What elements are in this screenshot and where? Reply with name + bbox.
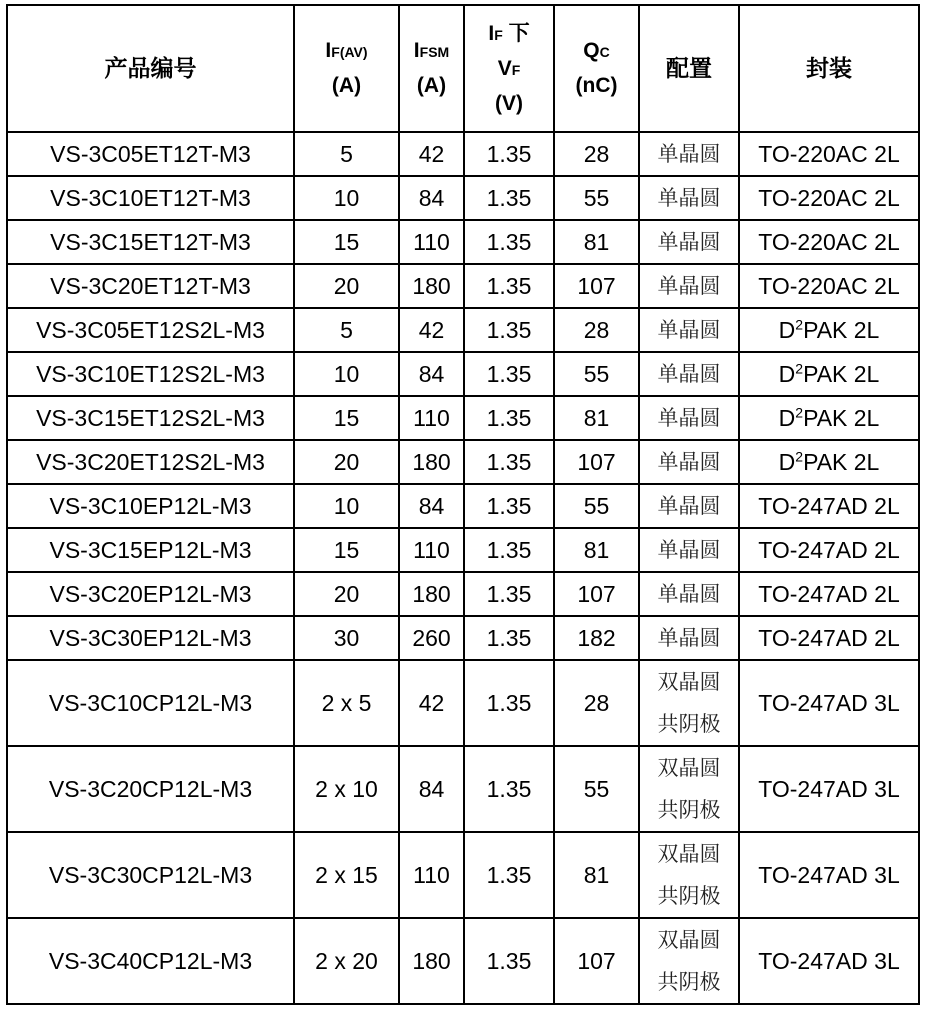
- table-row: [7, 220, 919, 264]
- cell-configuration: [639, 746, 739, 832]
- cell-vf: 1.35: [464, 746, 554, 832]
- table-row: [7, 176, 919, 220]
- header-vf: IF 下 VF (V): [464, 5, 554, 132]
- cell-if-av: 15: [294, 220, 399, 264]
- header-row: [7, 5, 919, 132]
- header-package: 封装: [739, 5, 919, 132]
- cell-configuration: [639, 484, 739, 528]
- package-superscript: 2: [795, 403, 804, 420]
- cell-qc: 81: [554, 528, 639, 572]
- cell-if-av: 20: [294, 264, 399, 308]
- configuration-line: 共阴极: [657, 712, 721, 736]
- cell-vf: 1.35: [464, 132, 554, 176]
- table-row: [7, 440, 919, 484]
- cell-configuration: [639, 132, 739, 176]
- cell-configuration: [639, 220, 739, 264]
- package-text: TO-247AD 3L: [758, 861, 900, 888]
- cell-package: [739, 528, 919, 572]
- cell-qc: 81: [554, 832, 639, 918]
- table-row: [7, 484, 919, 528]
- configuration-line: 单晶圆: [657, 450, 721, 474]
- cell-vf: 1.35: [464, 220, 554, 264]
- package-text: D: [778, 316, 796, 343]
- configuration-line: 双晶圆: [657, 928, 721, 952]
- cell-if-av: 15: [294, 528, 399, 572]
- configuration-line: 单晶圆: [657, 362, 721, 386]
- table-row: [7, 264, 919, 308]
- configuration-line: 双晶圆: [657, 842, 721, 866]
- cell-vf: 1.35: [464, 352, 554, 396]
- cell-package: [739, 484, 919, 528]
- cell-package: [739, 220, 919, 264]
- cell-if-av: 2 x 5: [294, 660, 399, 746]
- cell-part-number: VS-3C10EP12L-M3: [7, 484, 294, 528]
- cell-ifsm: 180: [399, 572, 464, 616]
- table-row: [7, 746, 919, 832]
- package-superscript: 2: [795, 447, 804, 464]
- cell-qc: 107: [554, 440, 639, 484]
- cell-configuration: [639, 660, 739, 746]
- cell-ifsm: 42: [399, 132, 464, 176]
- cell-ifsm: 84: [399, 484, 464, 528]
- cell-qc: 28: [554, 660, 639, 746]
- configuration-line: 共阴极: [657, 884, 721, 908]
- cell-part-number: VS-3C10ET12S2L-M3: [7, 352, 294, 396]
- cell-if-av: 15: [294, 396, 399, 440]
- cell-ifsm: 42: [399, 308, 464, 352]
- table-row: [7, 352, 919, 396]
- cell-package: [739, 746, 919, 832]
- package-text: TO-220AC 2L: [758, 228, 900, 255]
- configuration-line: 单晶圆: [657, 582, 721, 606]
- cell-configuration: [639, 440, 739, 484]
- header-part-number: 产品编号: [7, 5, 294, 132]
- cell-ifsm: 260: [399, 616, 464, 660]
- cell-configuration: [639, 308, 739, 352]
- cell-if-av: 2 x 15: [294, 832, 399, 918]
- cell-qc: 81: [554, 396, 639, 440]
- cell-vf: 1.35: [464, 918, 554, 1004]
- configuration-line: 双晶圆: [657, 670, 721, 694]
- cell-package: [739, 176, 919, 220]
- cell-configuration: [639, 616, 739, 660]
- cell-vf: 1.35: [464, 308, 554, 352]
- cell-ifsm: 110: [399, 220, 464, 264]
- cell-ifsm: 180: [399, 440, 464, 484]
- cell-part-number: VS-3C05ET12S2L-M3: [7, 308, 294, 352]
- cell-package: [739, 264, 919, 308]
- cell-qc: 182: [554, 616, 639, 660]
- cell-qc: 55: [554, 746, 639, 832]
- cell-configuration: [639, 918, 739, 1004]
- table-row: [7, 616, 919, 660]
- cell-part-number: VS-3C10CP12L-M3: [7, 660, 294, 746]
- cell-part-number: VS-3C05ET12T-M3: [7, 132, 294, 176]
- header-configuration: 配置: [639, 5, 739, 132]
- table-row: [7, 528, 919, 572]
- table-row: [7, 572, 919, 616]
- cell-qc: 28: [554, 132, 639, 176]
- cell-ifsm: 180: [399, 918, 464, 1004]
- cell-part-number: VS-3C15ET12T-M3: [7, 220, 294, 264]
- cell-part-number: VS-3C15EP12L-M3: [7, 528, 294, 572]
- cell-vf: 1.35: [464, 440, 554, 484]
- table-row: [7, 918, 919, 1004]
- cell-part-number: VS-3C20CP12L-M3: [7, 746, 294, 832]
- table-row: [7, 832, 919, 918]
- cell-if-av: 10: [294, 352, 399, 396]
- package-text: D: [778, 360, 796, 387]
- cell-part-number: VS-3C20ET12T-M3: [7, 264, 294, 308]
- cell-package: [739, 132, 919, 176]
- configuration-line: 双晶圆: [657, 756, 721, 780]
- package-text: TO-247AD 3L: [758, 775, 900, 802]
- configuration-line: 单晶圆: [657, 318, 721, 342]
- cell-ifsm: 110: [399, 528, 464, 572]
- cell-vf: 1.35: [464, 660, 554, 746]
- cell-part-number: VS-3C20ET12S2L-M3: [7, 440, 294, 484]
- package-text: TO-247AD 2L: [758, 536, 900, 563]
- cell-if-av: 2 x 10: [294, 746, 399, 832]
- table-body: [7, 132, 919, 1004]
- table-row: [7, 396, 919, 440]
- cell-ifsm: 84: [399, 746, 464, 832]
- cell-if-av: 5: [294, 308, 399, 352]
- cell-vf: 1.35: [464, 484, 554, 528]
- package-text: TO-220AC 2L: [758, 184, 900, 211]
- cell-qc: 28: [554, 308, 639, 352]
- package-text: TO-247AD 2L: [758, 580, 900, 607]
- cell-if-av: 5: [294, 132, 399, 176]
- cell-ifsm: 84: [399, 352, 464, 396]
- package-text: PAK 2L: [803, 404, 880, 431]
- header-ifsm: IFSM (A): [399, 5, 464, 132]
- cell-package: [739, 352, 919, 396]
- table-row: [7, 308, 919, 352]
- cell-vf: 1.35: [464, 264, 554, 308]
- cell-part-number: VS-3C40CP12L-M3: [7, 918, 294, 1004]
- cell-package: [739, 308, 919, 352]
- configuration-line: 单晶圆: [657, 274, 721, 298]
- cell-vf: 1.35: [464, 572, 554, 616]
- cell-package: [739, 440, 919, 484]
- cell-qc: 55: [554, 352, 639, 396]
- product-spec-table: [6, 4, 920, 1005]
- cell-configuration: [639, 528, 739, 572]
- cell-configuration: [639, 176, 739, 220]
- cell-if-av: 20: [294, 572, 399, 616]
- cell-vf: 1.35: [464, 616, 554, 660]
- configuration-line: 单晶圆: [657, 406, 721, 430]
- cell-part-number: VS-3C15ET12S2L-M3: [7, 396, 294, 440]
- cell-ifsm: 84: [399, 176, 464, 220]
- cell-package: [739, 660, 919, 746]
- cell-vf: 1.35: [464, 832, 554, 918]
- cell-qc: 81: [554, 220, 639, 264]
- cell-if-av: 20: [294, 440, 399, 484]
- table-row: [7, 660, 919, 746]
- package-text: TO-220AC 2L: [758, 272, 900, 299]
- cell-package: [739, 572, 919, 616]
- cell-if-av: 10: [294, 484, 399, 528]
- package-text: TO-247AD 3L: [758, 689, 900, 716]
- header-if-av: IF(AV) (A): [294, 5, 399, 132]
- cell-package: [739, 396, 919, 440]
- package-text: D: [778, 448, 796, 475]
- cell-package: [739, 616, 919, 660]
- package-text: D: [778, 404, 796, 431]
- cell-ifsm: 110: [399, 396, 464, 440]
- cell-ifsm: 42: [399, 660, 464, 746]
- cell-configuration: [639, 396, 739, 440]
- configuration-line: 共阴极: [657, 970, 721, 994]
- configuration-line: 单晶圆: [657, 538, 721, 562]
- cell-qc: 107: [554, 572, 639, 616]
- cell-if-av: 2 x 20: [294, 918, 399, 1004]
- package-text: TO-247AD 3L: [758, 947, 900, 974]
- cell-qc: 55: [554, 484, 639, 528]
- cell-package: [739, 832, 919, 918]
- cell-vf: 1.35: [464, 396, 554, 440]
- cell-package: [739, 918, 919, 1004]
- package-text: PAK 2L: [803, 360, 880, 387]
- cell-ifsm: 180: [399, 264, 464, 308]
- cell-configuration: [639, 832, 739, 918]
- header-qc: QC (nC): [554, 5, 639, 132]
- cell-if-av: 10: [294, 176, 399, 220]
- package-text: PAK 2L: [803, 316, 880, 343]
- cell-part-number: VS-3C30CP12L-M3: [7, 832, 294, 918]
- cell-configuration: [639, 264, 739, 308]
- cell-qc: 55: [554, 176, 639, 220]
- cell-qc: 107: [554, 264, 639, 308]
- cell-configuration: [639, 572, 739, 616]
- cell-vf: 1.35: [464, 528, 554, 572]
- configuration-line: 单晶圆: [657, 230, 721, 254]
- package-text: PAK 2L: [803, 448, 880, 475]
- package-text: TO-220AC 2L: [758, 140, 900, 167]
- cell-ifsm: 110: [399, 832, 464, 918]
- package-superscript: 2: [795, 315, 804, 332]
- cell-if-av: 30: [294, 616, 399, 660]
- cell-part-number: VS-3C10ET12T-M3: [7, 176, 294, 220]
- cell-part-number: VS-3C30EP12L-M3: [7, 616, 294, 660]
- cell-configuration: [639, 352, 739, 396]
- cell-part-number: VS-3C20EP12L-M3: [7, 572, 294, 616]
- configuration-line: 共阴极: [657, 798, 721, 822]
- table-row: [7, 132, 919, 176]
- cell-vf: 1.35: [464, 176, 554, 220]
- package-text: TO-247AD 2L: [758, 492, 900, 519]
- cell-qc: 107: [554, 918, 639, 1004]
- configuration-line: 单晶圆: [657, 626, 721, 650]
- configuration-line: 单晶圆: [657, 494, 721, 518]
- package-superscript: 2: [795, 359, 804, 376]
- configuration-line: 单晶圆: [657, 142, 721, 166]
- configuration-line: 单晶圆: [657, 186, 721, 210]
- package-text: TO-247AD 2L: [758, 624, 900, 651]
